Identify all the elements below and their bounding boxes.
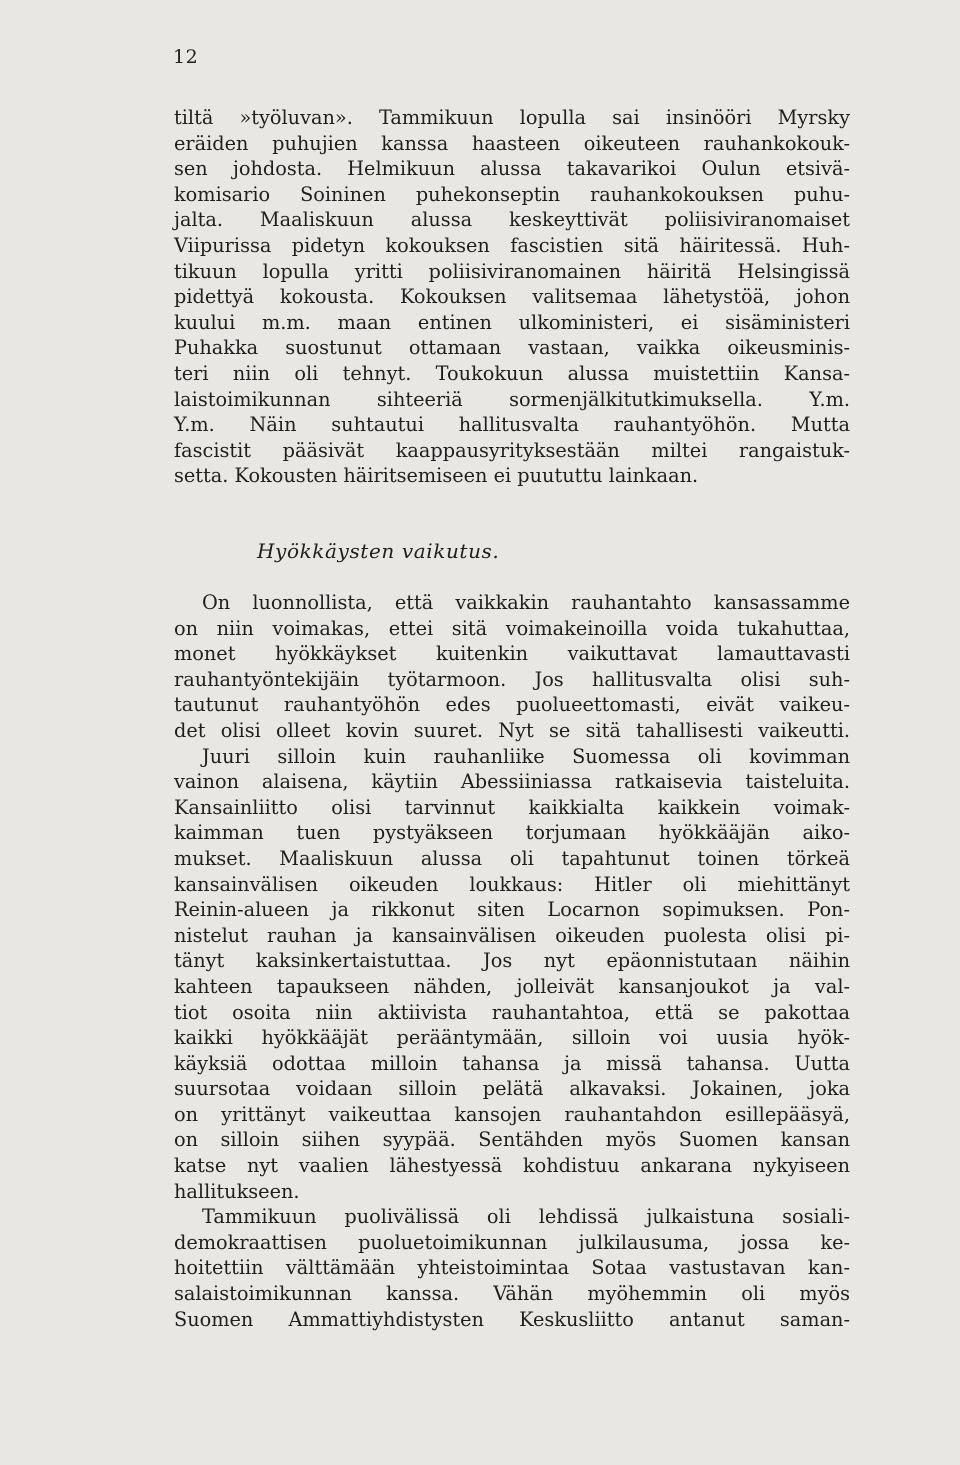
text-line: katse nyt vaalien lähestyessä kohdistuu ankarana nykyiseen xyxy=(174,1154,850,1178)
text-line: Kansainliitto olisi tarvinnut kaikkialta kaikkein voimak- xyxy=(174,795,850,819)
section-heading: Hyökkäysten vaikutus. xyxy=(257,539,500,563)
text-line: salaistoimikunnan kanssa. Vähän myöhemmin oli myös xyxy=(174,1282,850,1306)
text-line: Viipurissa pidetyn kokouksen fascistien sitä häiritessä. Huh- xyxy=(174,233,850,257)
text-line: monet hyökkäykset kuitenkin vaikuttavat lamauttavasti xyxy=(174,642,850,666)
text-line: tänyt kaksinkertaistuttaa. Jos nyt epäonnistutaan näihin xyxy=(174,949,850,973)
text-line: teri niin oli tehnyt. Toukokuun alussa muistettiin Kansa- xyxy=(174,361,850,385)
text-line: tiltä »työluvan». Tammikuun lopulla sai insinööri Myrsky xyxy=(174,106,850,129)
paragraph-1 xyxy=(174,105,850,489)
text-line: kahteen tapaukseen nähden, jolleivät kansanjoukot ja val- xyxy=(174,974,850,998)
text-line: on niin voimakas, ettei sitä voimakeinoilla voida tukahuttaa, xyxy=(174,616,850,640)
text-line: Tammikuun puolivälissä oli lehdissä julkaistuna sosiali- xyxy=(202,1205,850,1229)
text-line: sen johdosta. Helmikuun alussa takavarikoi Oulun etsivä- xyxy=(174,157,850,181)
text-line: kaimman tuen pystyäkseen torjumaan hyökkääjän aiko- xyxy=(174,821,850,845)
text-line: pidettyä kokousta. Kokouksen valitsemaa lähetystöä, johon xyxy=(174,285,850,309)
text-line: jalta. Maaliskuun alussa keskeyttivät poliisiviranomaiset xyxy=(174,208,850,232)
text-line: hallitukseen. xyxy=(174,1179,300,1203)
text-line: mukset. Maaliskuun alussa oli tapahtunut toinen törkeä xyxy=(174,846,850,870)
text-line: On luonnollista, että vaikkakin rauhantahto kansassamme xyxy=(202,591,850,614)
text-line: tautunut rauhantyöhön edes puolueettomasti, eivät vaikeu- xyxy=(174,693,850,717)
text-line: komisario Soininen puhekonseptin rauhankokouksen puhu- xyxy=(174,182,850,206)
text-line: Juuri silloin kuin rauhanliike Suomessa oli kovimman xyxy=(202,744,850,768)
text-line: kansainvälisen oikeuden loukkaus: Hitler oli miehittänyt xyxy=(174,872,850,896)
text-line: tiot osoita niin aktiivista rauhantahtoa, että se pakottaa xyxy=(174,1000,850,1024)
text-line: vainon alaisena, käytiin Abessiiniassa ratkaisevia taisteluita. xyxy=(174,770,850,794)
text-line: Y.m. Näin suhtautui hallitusvalta rauhantyöhön. Mutta xyxy=(174,413,850,437)
text-line: hoitettiin välttämään yhteistoimintaa Sotaa vastustavan kan- xyxy=(174,1256,850,1280)
text-line: laistoimikunnan sihteeriä sormenjälkitutkimuksella. Y.m. xyxy=(174,387,850,411)
text-line: kuului m.m. maan entinen ulkoministeri, ei sisäministeri xyxy=(174,310,850,334)
text-line: fascistit pääsivät kaappausyrityksestään miltei rangaistuk- xyxy=(174,438,850,462)
text-line: on yrittänyt vaikeuttaa kansojen rauhantahdon esillepääsyä, xyxy=(174,1102,850,1126)
text-line: nistelut rauhan ja kansainvälisen oikeuden puolesta olisi pi- xyxy=(174,923,850,947)
text-line: tikuun lopulla yritti poliisiviranomainen häiritä Helsingissä xyxy=(174,259,850,283)
text-line: kaikki hyökkääjät perääntymään, silloin voi uusia hyök- xyxy=(174,1026,850,1050)
text-line: on silloin siihen syypää. Sentähden myös Suomen kansan xyxy=(174,1128,850,1152)
text-line: Puhakka suostunut ottamaan vastaan, vaikka oikeusminis- xyxy=(174,336,850,360)
text-line: Reinin-alueen ja rikkonut siten Locarnon sopimuksen. Pon- xyxy=(174,898,850,922)
text-line: suursotaa voidaan silloin pelätä alkavaksi. Jokainen, joka xyxy=(174,1077,850,1101)
text-line: eräiden puhujien kanssa haasteen oikeuteen rauhankokouk- xyxy=(174,131,850,155)
page-number: 12 xyxy=(173,46,199,68)
text-line: Suomen Ammattiyhdistysten Keskusliitto antanut saman- xyxy=(174,1307,850,1331)
text-line: det olisi olleet kovin suuret. Nyt se sitä tahallisesti vaikeutti. xyxy=(174,718,850,742)
text-line: käyksiä odottaa milloin tahansa ja missä tahansa. Uutta xyxy=(174,1051,850,1075)
text-line: rauhantyöntekijäin työtarmoon. Jos hallitusvalta olisi suh- xyxy=(174,667,850,691)
text-line: demokraattisen puoluetoimikunnan julkilausuma, jossa ke- xyxy=(174,1230,850,1254)
text-line: setta. Kokousten häiritsemiseen ei puututtu lainkaan. xyxy=(174,464,699,488)
paragraph-2 xyxy=(174,590,850,1332)
